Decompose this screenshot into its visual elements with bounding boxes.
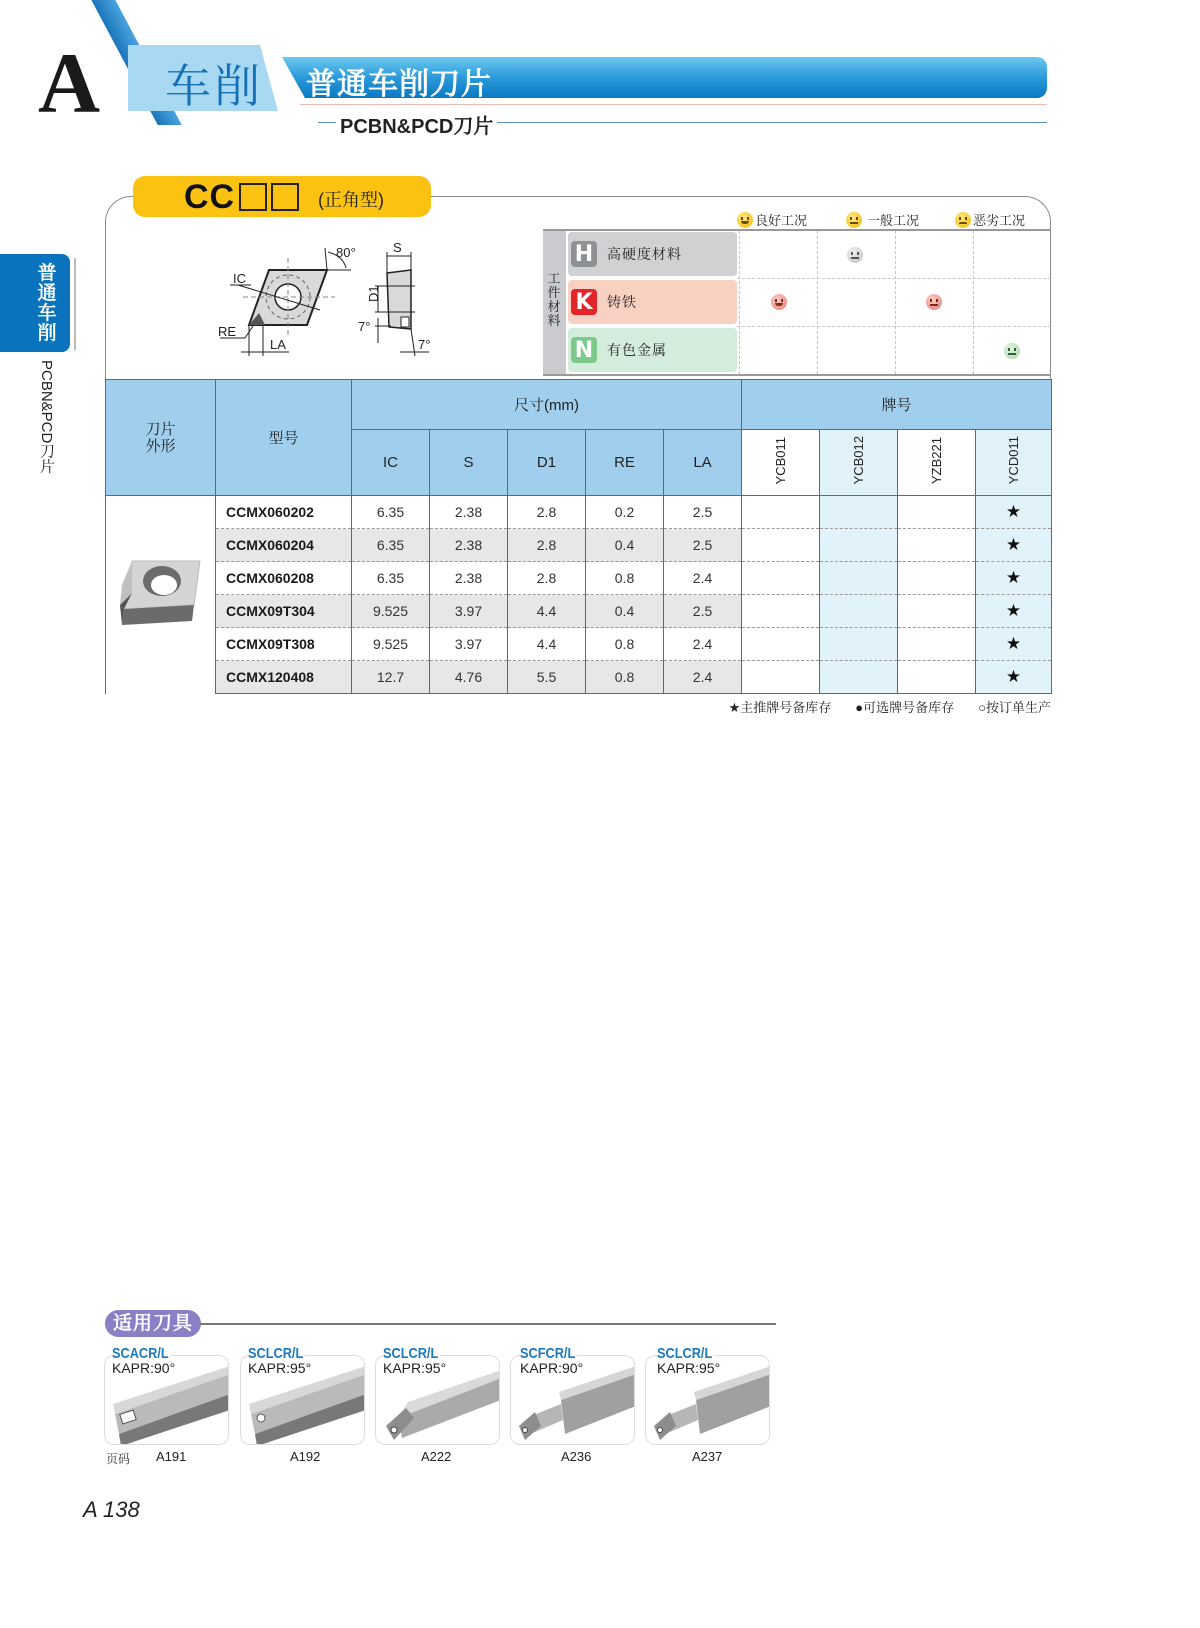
material-name: 有色金属 (607, 342, 667, 358)
svg-text:80°: 80° (336, 245, 356, 260)
svg-text:S: S (393, 240, 402, 255)
grid-line (737, 278, 1051, 279)
grade-cell (898, 595, 976, 628)
header-re: RE (586, 430, 664, 496)
legend-normal-condition (846, 210, 919, 229)
d1-cell: 4.4 (508, 628, 586, 661)
model-cell: CCMX060204 (216, 529, 352, 562)
page-reference-label: 页码 (106, 1452, 131, 1466)
normal-condition-face-icon (847, 247, 863, 263)
grade-cell (820, 496, 898, 529)
side-tab-label: 普通车削 (37, 263, 57, 344)
table-row (106, 628, 1052, 661)
table-row (106, 529, 1052, 562)
section-title: 车削 (165, 60, 263, 112)
d1-cell: 2.8 (508, 529, 586, 562)
normal-condition-face-icon (1004, 343, 1020, 359)
legend-label: 良好工况 (755, 213, 808, 228)
header-ic: IC (352, 430, 430, 496)
recommended-star-icon: ★ (976, 496, 1052, 529)
tool-name: SCLCR/L (383, 1345, 439, 1362)
material-badge-n: N (571, 337, 597, 363)
tool-page-link[interactable]: A192 (290, 1449, 321, 1464)
table-row (106, 562, 1052, 595)
header-grade-ycb012: YCB012 (820, 430, 898, 496)
material-row-k (568, 280, 737, 324)
s-cell: 4.76 (430, 661, 508, 694)
material-name: 高硬度材料 (607, 246, 682, 262)
product-code-text: CC (184, 178, 236, 216)
d1-cell: 5.5 (508, 661, 586, 694)
subcategory-title: PCBN&PCD刀片 (336, 110, 497, 139)
normal-condition-face-icon (846, 212, 862, 228)
header-divider (300, 104, 1047, 105)
tool-page-link[interactable]: A236 (561, 1449, 592, 1464)
header-grades: 牌号 (742, 380, 1052, 430)
la-cell: 2.4 (664, 628, 742, 661)
grid-line (817, 231, 818, 374)
legend-bad-condition (955, 210, 1025, 229)
svg-text:D1: D1 (366, 285, 381, 302)
insert-image-icon (118, 555, 204, 631)
tool-name: SCLCR/L (657, 1345, 713, 1362)
tool-kapr: KAPR:95° (248, 1360, 312, 1376)
tool-name: SCFCR/L (520, 1345, 576, 1362)
model-cell: CCMX060208 (216, 562, 352, 595)
grade-cell (898, 562, 976, 595)
tool-name: SCACR/L (112, 1345, 169, 1362)
ic-cell: 6.35 (352, 496, 430, 529)
ic-cell: 9.525 (352, 628, 430, 661)
recommended-star-icon: ★ (976, 628, 1052, 661)
d1-cell: 4.4 (508, 595, 586, 628)
legend-label: 恶劣工况 (973, 213, 1026, 228)
section-letter: A (38, 35, 101, 131)
grade-cell (820, 628, 898, 661)
side-sub-label: PCBN&PCD刀片 (38, 360, 55, 474)
recommended-star-icon: ★ (976, 562, 1052, 595)
grade-cell (898, 529, 976, 562)
s-cell: 3.97 (430, 628, 508, 661)
tool-page-link[interactable]: A191 (156, 1449, 187, 1464)
tool-name: SCLCR/L (248, 1345, 304, 1362)
legend-made-to-order: ○按订单生产 (978, 700, 1051, 715)
re-cell: 0.4 (586, 595, 664, 628)
d1-cell: 2.8 (508, 496, 586, 529)
la-cell: 2.5 (664, 496, 742, 529)
la-cell: 2.5 (664, 529, 742, 562)
tool-page-link[interactable]: A237 (692, 1449, 723, 1464)
svg-text:RE: RE (218, 324, 237, 339)
la-cell: 2.4 (664, 661, 742, 694)
re-cell: 0.8 (586, 661, 664, 694)
legend-optional-stock: ●可选牌号备库存 (855, 700, 955, 715)
grade-cell (742, 595, 820, 628)
condition-table-top-rule (543, 229, 1051, 231)
svg-text:IC: IC (233, 271, 246, 286)
specification-table (105, 379, 1052, 694)
side-tab-divider (74, 258, 76, 350)
s-cell: 2.38 (430, 562, 508, 595)
header-grade-ycd011: YCD011 (976, 430, 1052, 496)
product-type: (正角型) (318, 190, 384, 210)
ic-cell: 6.35 (352, 562, 430, 595)
condition-table-bottom-rule (543, 374, 1051, 376)
insert-shape-image (106, 496, 216, 694)
s-cell: 3.97 (430, 595, 508, 628)
material-badge-h: H (571, 241, 597, 267)
la-cell: 2.4 (664, 562, 742, 595)
header-s: S (430, 430, 508, 496)
header-model: 型号 (216, 380, 352, 496)
header-d1: D1 (508, 430, 586, 496)
legend-recommended-stock: ★主推牌号备库存 (728, 700, 832, 715)
grade-cell (820, 562, 898, 595)
grade-cell (742, 529, 820, 562)
material-badge-k: K (571, 289, 597, 315)
d1-cell: 2.8 (508, 562, 586, 595)
model-cell: CCMX09T308 (216, 628, 352, 661)
legend-good-condition (737, 210, 807, 229)
ic-cell: 6.35 (352, 529, 430, 562)
good-condition-face-icon (737, 212, 753, 228)
svg-text:7°: 7° (418, 337, 431, 352)
applicable-tools-title: 适用刀具 (105, 1310, 201, 1337)
svg-text:7°: 7° (358, 319, 371, 334)
tool-kapr: KAPR:90° (112, 1360, 176, 1376)
page-number: A 138 (83, 1497, 140, 1522)
grid-line (973, 231, 974, 374)
table-row (106, 595, 1052, 628)
recommended-star-icon: ★ (976, 529, 1052, 562)
re-cell: 0.8 (586, 562, 664, 595)
material-row-h (568, 232, 737, 276)
grid-line (739, 231, 740, 374)
header-grade-ycb011: YCB011 (742, 430, 820, 496)
grade-cell (820, 529, 898, 562)
header-shape: 刀片外形 (106, 380, 216, 496)
placeholder-box (271, 183, 299, 211)
bad-condition-face-icon (955, 212, 971, 228)
grade-cell (742, 562, 820, 595)
applicable-tools-divider (200, 1323, 776, 1325)
model-cell: CCMX060202 (216, 496, 352, 529)
good-condition-face-icon (771, 294, 787, 310)
grade-cell (820, 595, 898, 628)
grade-cell (742, 661, 820, 694)
insert-dimension-diagram (215, 238, 445, 363)
normal-condition-face-icon (926, 294, 942, 310)
tool-kapr: KAPR:95° (657, 1360, 721, 1376)
grade-cell (898, 628, 976, 661)
header-dimensions: 尺寸(mm) (352, 380, 742, 430)
s-cell: 2.38 (430, 529, 508, 562)
svg-text:LA: LA (270, 337, 286, 352)
grid-line (737, 326, 1051, 327)
header-grade-yzb221: YZB221 (898, 430, 976, 496)
re-cell: 0.8 (586, 628, 664, 661)
header-la: LA (664, 430, 742, 496)
model-cell: CCMX120408 (216, 661, 352, 694)
side-section-tab[interactable] (0, 254, 70, 352)
ic-cell: 12.7 (352, 661, 430, 694)
legend-label: 一般工况 (867, 213, 920, 228)
material-row-n (568, 328, 737, 372)
table-row (106, 661, 1052, 694)
recommended-star-icon: ★ (976, 661, 1052, 694)
grade-cell (742, 496, 820, 529)
placeholder-box (239, 183, 267, 211)
grade-cell (898, 661, 976, 694)
category-title: 普通车削刀片 (306, 68, 492, 101)
re-cell: 0.4 (586, 529, 664, 562)
grid-line (895, 231, 896, 374)
grade-cell (742, 628, 820, 661)
grade-cell (898, 496, 976, 529)
tool-kapr: KAPR:90° (520, 1360, 584, 1376)
tool-page-link[interactable]: A222 (421, 1449, 452, 1464)
recommended-star-icon: ★ (976, 595, 1052, 628)
model-cell: CCMX09T304 (216, 595, 352, 628)
product-code (184, 178, 299, 217)
table-row (106, 496, 1052, 529)
availability-legend (729, 697, 1051, 716)
tool-kapr: KAPR:95° (383, 1360, 447, 1376)
s-cell: 2.38 (430, 496, 508, 529)
grade-cell (820, 661, 898, 694)
workpiece-material-label: 工件材料 (547, 271, 561, 328)
ic-cell: 9.525 (352, 595, 430, 628)
la-cell: 2.5 (664, 595, 742, 628)
material-name: 铸铁 (607, 294, 637, 310)
re-cell: 0.2 (586, 496, 664, 529)
